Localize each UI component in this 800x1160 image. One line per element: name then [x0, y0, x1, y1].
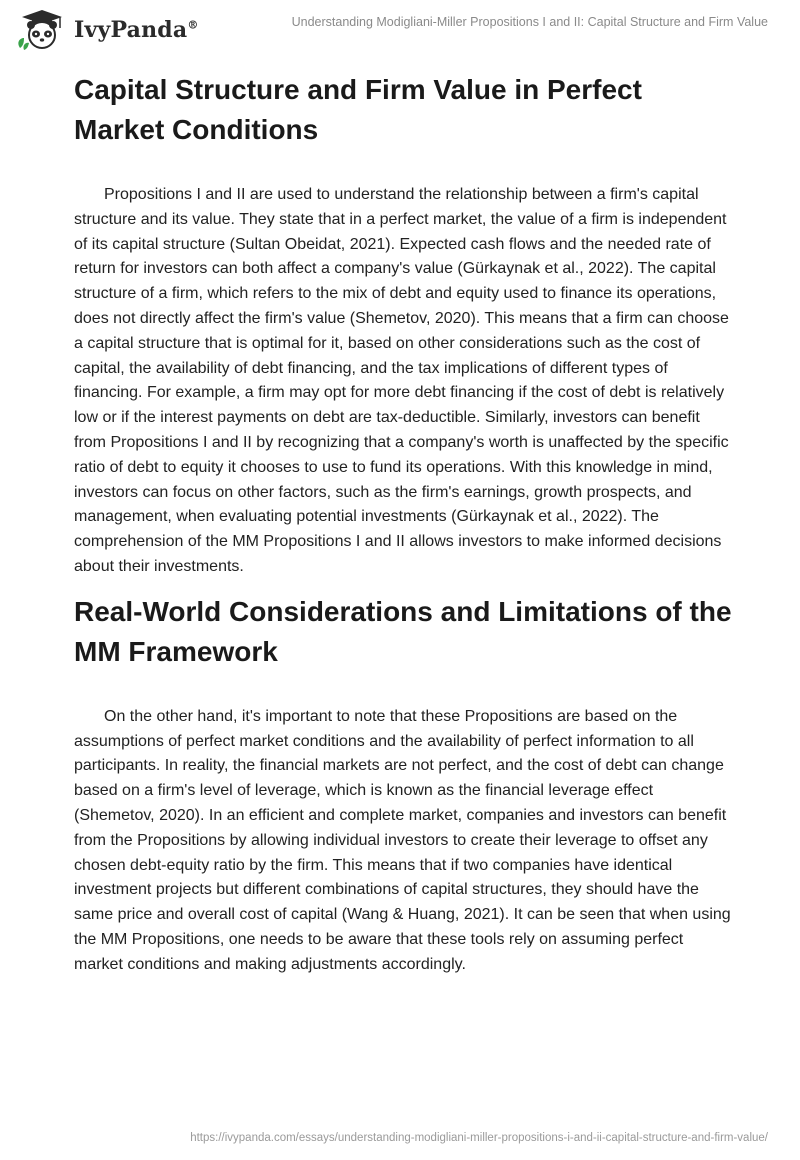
brand-name: IvyPanda®	[74, 17, 199, 43]
section-heading: Capital Structure and Firm Value in Perfect Market Conditions	[74, 74, 642, 145]
source-url[interactable]: https://ivypanda.com/essays/understanding-modigliani-miller-propositions-i-and-ii-capital-structure-and-firm-value/	[190, 1132, 768, 1144]
ivypanda-logo[interactable]	[14, 8, 199, 52]
section-paragraph: Propositions I and II are used to understand the relationship between a firm's capital structure and its value. They state that in a perfect market, the value of a firm is independent of its capital structure (Sultan Obeidat, 2021). Expected cash flows and the needed rate of return for investors can both affect a company's value (Gürkaynak et al., 2022). The capital structure of a firm, which refers to the mix of debt and equity used to finance its operations, does not directly affect the firm's value (Shemetov, 2020). This means that a firm can choose a capital structure that is optimal for it, based on other considerations such as the cost of capital, the availability of debt financing, and the tax implications of different types of financing. For example, a firm may opt for more debt financing if the cost of debt is relatively low or if the interest payments on debt are tax-deductible. Similarly, investors can benefit from Propositions I and II by recognizing that a company's worth is unaffected by the specific ratio of debt to equity it chooses to use to fund its operations. With this knowledge in mind, investors can focus on other factors, such as the firm's earnings, growth prospects, and management, when evaluating potential investments (Gürkaynak et al., 2022). The comprehension of the MM Propositions I and II allows investors to make informed decisions about their investments.	[74, 186, 729, 575]
document-title: Understanding Modigliani-Miller Propositions I and II: Capital Structure and Firm Value	[291, 15, 768, 29]
panda-graduate-icon	[14, 8, 70, 52]
page-header	[0, 0, 800, 60]
section-heading: Real-World Considerations and Limitations of the MM Framework	[74, 595, 732, 667]
essay-content	[74, 70, 734, 978]
section-paragraph: On the other hand, it's important to note that these Propositions are based on the assumptions of perfect market conditions and the availability of perfect information to all participants. In reality, the financial markets are not perfect, and the cost of debt can change based on a firm's level of leverage, which is known as the financial leverage effect (Shemetov, 2020). In an efficient and complete market, companies and investors can benefit from the Propositions by allowing individual investors to create their leverage to offset any chosen debt-equity ratio by the firm. This means that if two companies have identical investment projects but different combinations of capital structures, they should have the same price and overall cost of capital (Wang & Huang, 2021). It can be seen that when using the MM Propositions, one needs to be aware that these tools rely on assuming perfect market conditions and making adjustments accordingly.	[74, 707, 731, 973]
